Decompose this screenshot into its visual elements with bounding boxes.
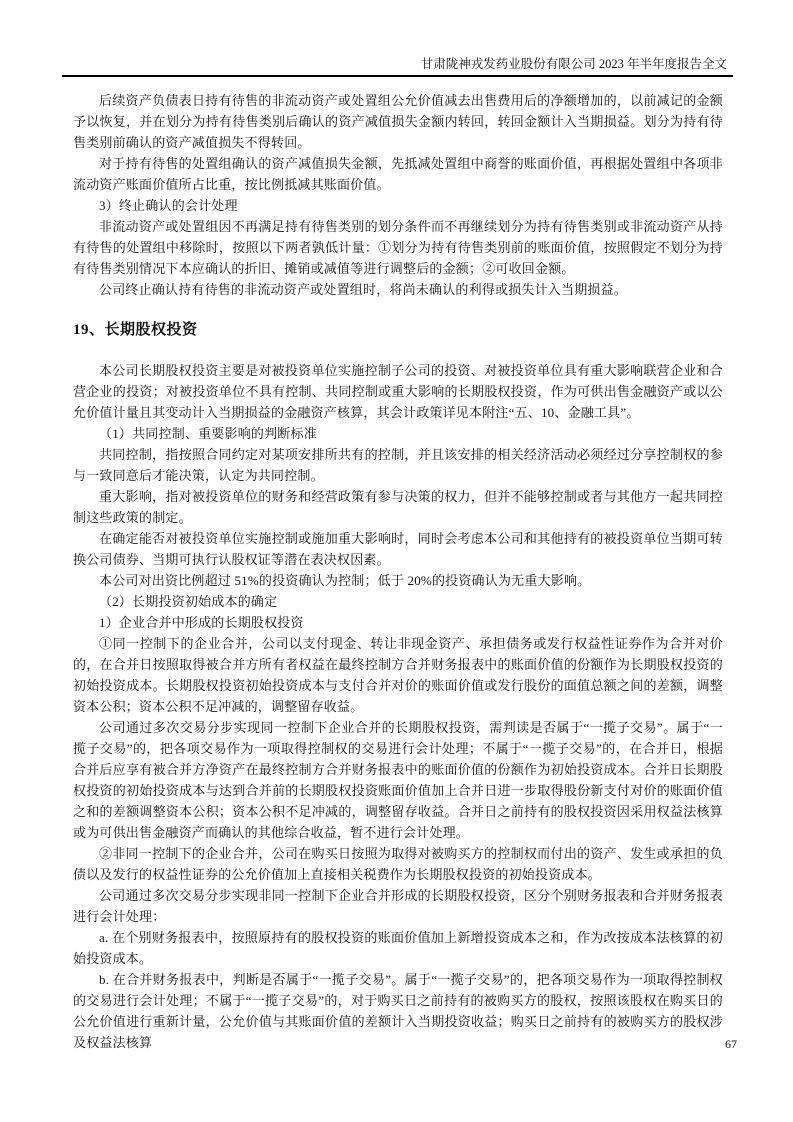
paragraph: ①同一控制下的企业合并，公司以支付现金、转让非现金资产、承担债务或发行权益性证券作为合并对价的，在合并日按照取得被合并方所有者权益在最终控制方合并财务报表中的账面价值的份额作为长期股权投资的初始投资成本。长期股权投资初始投资成本与支付合并对价的账面价值或发行股份的面值总额之间的差额，调整资本公积；资本公积不足冲减的，调整留存收益。	[73, 636, 723, 714]
paragraph: 公司通过多次交易分步实现非同一控制下企业合并形成的长期股权投资，区分个别财务报表和合并财务报表进行会计处理：	[73, 888, 723, 924]
text-block-after-heading	[73, 360, 723, 1053]
paragraph: b. 在合并财务报表中，判断是否属于“一揽子交易”。属于“一揽子交易”的，把各项交易作为一项取得控制权的交易进行会计处理；不属于“一揽子交易”的，对于购买日之前持有的被购买方的股权，按照该股权在购买日的公允价值进行重新计量，公允价值与其账面价值的差额计入当期投资收益；购买日之前持有的被购买方的股权涉及权益法核算	[73, 972, 723, 1050]
paragraph: a. 在个别财务报表中，按照原持有的股权投资的账面价值加上新增投资成本之和，作为改按成本法核算的初始投资成本。	[73, 930, 723, 966]
paragraph: （2）长期投资初始成本的确定	[99, 594, 278, 609]
paragraph: 本公司对出资比例超过 51%的投资确认为控制；低于 20%的投资确认为无重大影响。	[99, 573, 591, 588]
paragraph: 公司终止确认持有待售的非流动资产或处置组时，将尚未确认的利得或损失计入当期损益。	[99, 282, 628, 297]
page-number: 67	[725, 1037, 737, 1051]
paragraph: 1）企业合并中形成的长期股权投资	[99, 615, 304, 630]
paragraph: 在确定能否对被投资单位实施控制或施加重大影响时，同时会考虑本公司和其他持有的被投资单位当期可转换公司债券、当期可执行认股权证等潜在表决权因素。	[73, 531, 723, 567]
paragraph: 非流动资产或处置组因不再满足持有待售类别的划分条件而不再继续划分为持有待售类别或非流动资产从持有待售的处置组中移除时，按照以下两者孰低计量：①划分为持有待售类别前的账面价值，按照假定不划分为持有待售类别情况下本应确认的折旧、摊销或减值等进行调整后的金额；②可收回金额。	[73, 219, 723, 276]
paragraph: （1）共同控制、重要影响的判断标准	[99, 426, 317, 441]
text-block-before-heading	[73, 90, 723, 300]
paragraph: 公司通过多次交易分步实现同一控制下企业合并的长期股权投资，需判读是否属于“一揽子交易”。属于“一揽子交易”的，把各项交易作为一项取得控制权的交易进行会计处理；不属于“一揽子交易”的，在合并日，根据合并后应享有被合并方净资产在最终控制方合并财务报表中的账面价值的份额作为初始投资成本。合并日长期股权投资的初始投资成本与达到合并前的长期股权投资账面价值加上合并日进一步取得股份新支付对价的账面价值之和的差额调整资本公积；资本公积不足冲减的，调整留存收益。合并日之前持有的股权投资因采用权益法核算或为可供出售金融资产而确认的其他综合收益，暂不进行会计处理。	[73, 720, 723, 840]
paragraph: 3）终止确认的会计处理	[99, 198, 238, 213]
paragraph: 本公司长期股权投资主要是对被投资单位实施控制子公司的投资、对被投资单位具有重大影响联营企业和合营企业的投资；对被投资单位不具有控制、共同控制或重大影响的长期股权投资，作为可供出售金融资产或以公允价值计量且其变动计入当期损益的金融资产核算，其会计政策详见本附注“五、10、金融工具”。	[73, 363, 723, 420]
section-heading-long-term-equity-investment: 19、长期股权投资	[73, 322, 198, 338]
header-divider-rule	[62, 75, 733, 77]
paragraph: ②非同一控制下的企业合并，公司在购买日按照为取得对被购买方的控制权而付出的资产、发生或承担的负债以及发行的权益性证券的公允价值加上直接相关税费作为长期股权投资的初始投资成本。	[73, 846, 723, 882]
paragraph: 后续资产负债表日持有待售的非流动资产或处置组公允价值减去出售费用后的净额增加的，以前减记的金额予以恢复，并在划分为持有待售类别后确认的资产减值损失金额内转回，转回金额计入当期损益。划分为持有待售类别前确认的资产减值损失不得转回。	[73, 93, 723, 150]
running-header-title: 甘肃陇神戎发药业股份有限公司 2023 年半年度报告全文	[420, 57, 727, 71]
paragraph: 重大影响，指对被投资单位的财务和经营政策有参与决策的权力，但并不能够控制或者与其他方一起共同控制这些政策的制定。	[73, 489, 723, 525]
document-body	[73, 90, 723, 1053]
paragraph: 对于持有待售的处置组确认的资产减值损失金额，先抵减处置组中商誉的账面价值，再根据处置组中各项非流动资产账面价值所占比重，按比例抵减其账面价值。	[73, 156, 723, 192]
paragraph: 共同控制，指按照合同约定对某项安排所共有的控制，并且该安排的相关经济活动必须经过分享控制权的参与一致同意后才能决策，认定为共同控制。	[73, 447, 723, 483]
